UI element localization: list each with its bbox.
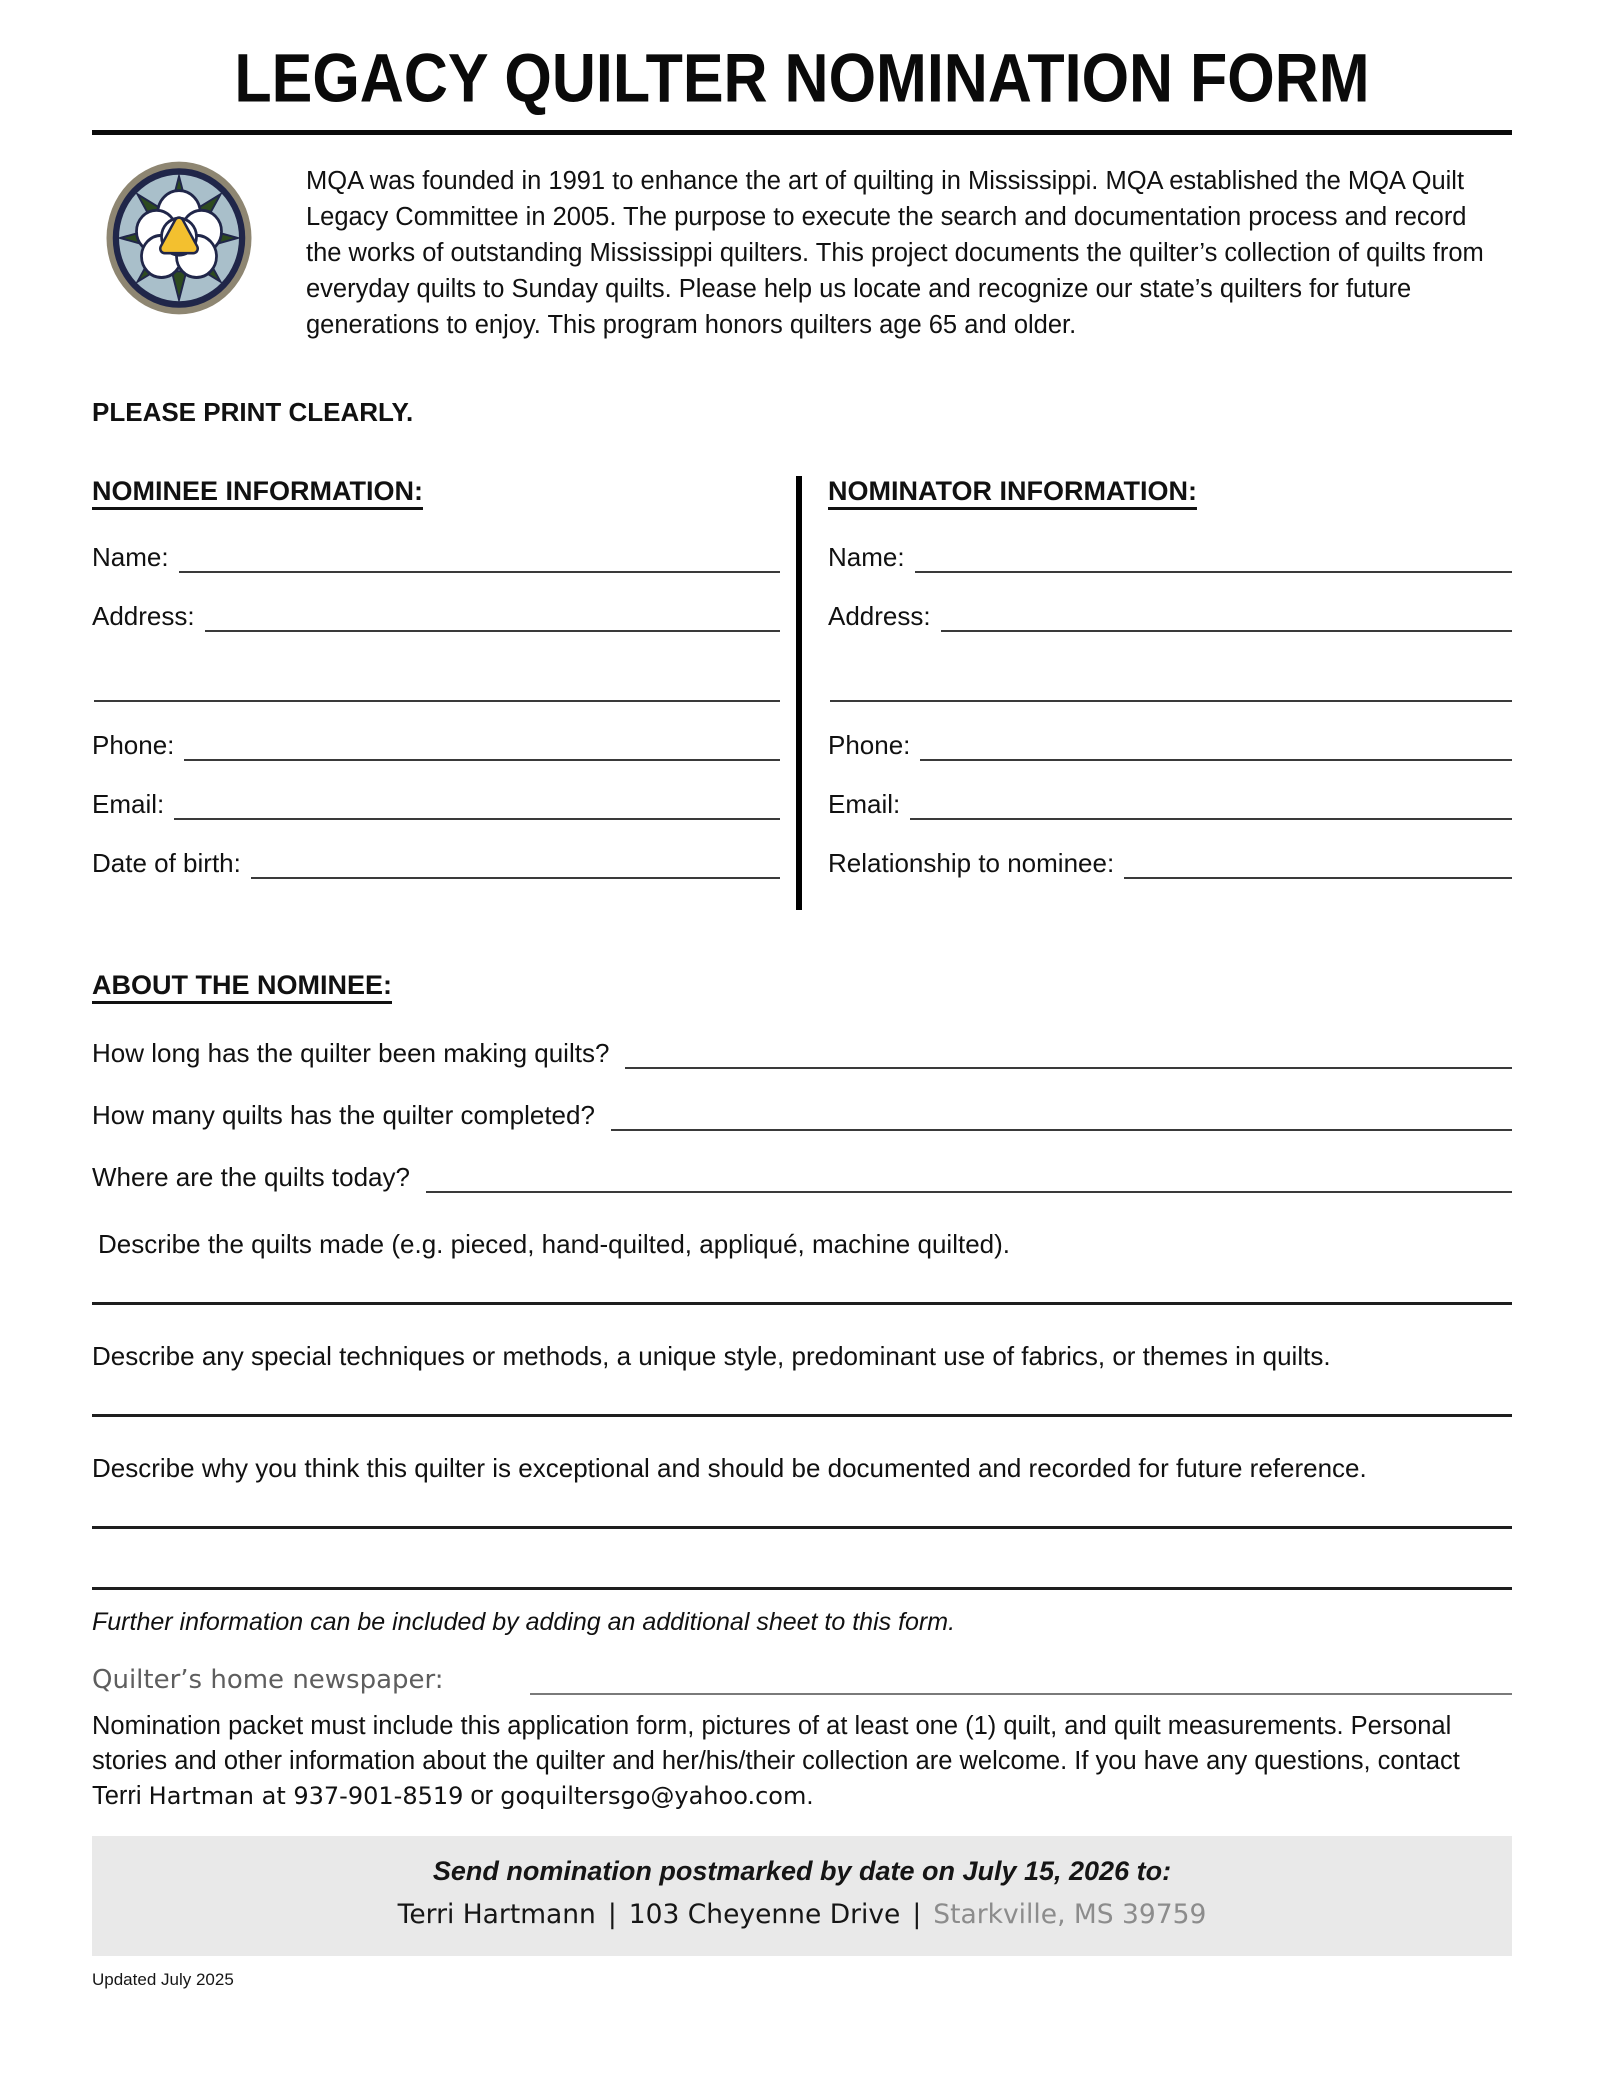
print-clearly-note: PLEASE PRINT CLEARLY. bbox=[92, 397, 414, 428]
separator-pipe: | bbox=[607, 1899, 617, 1931]
prompt-describe-quilts-field[interactable] bbox=[92, 1302, 1512, 1305]
field-row bbox=[828, 848, 1512, 879]
nominee-section bbox=[92, 476, 780, 910]
nominator-name-field[interactable] bbox=[915, 545, 1512, 573]
field-row bbox=[92, 542, 780, 573]
prompt-describe-quilts: Describe the quilts made (e.g. pieced, hand-quilted, appliqué, machine quilted). bbox=[98, 1229, 1010, 1260]
intro-section bbox=[92, 159, 1512, 343]
additional-sheet-note: Further information can be included by adding an additional sheet to this form. bbox=[92, 1608, 956, 1637]
nominator-address-field[interactable] bbox=[941, 604, 1512, 632]
question-how-many-label: How many quilts has the quilter completed? bbox=[92, 1100, 595, 1131]
question-how-long-field[interactable] bbox=[625, 1037, 1512, 1069]
title-divider bbox=[92, 130, 1512, 135]
nominator-section bbox=[802, 476, 1512, 910]
send-address-line bbox=[122, 1899, 1482, 1930]
field-row bbox=[828, 730, 1512, 761]
field-row bbox=[828, 789, 1512, 820]
nominee-heading: NOMINEE INFORMATION: bbox=[92, 476, 423, 507]
separator-pipe: | bbox=[912, 1899, 922, 1931]
prompt-special-techniques-field[interactable] bbox=[92, 1414, 1512, 1417]
about-heading: ABOUT THE NOMINEE: bbox=[92, 970, 392, 1001]
field-row bbox=[92, 674, 780, 702]
nominee-phone-label: Phone: bbox=[92, 730, 175, 761]
question-row bbox=[92, 1161, 1512, 1193]
question-row bbox=[92, 1037, 1512, 1069]
nominator-email-label: Email: bbox=[828, 789, 901, 820]
newspaper-row bbox=[92, 1661, 1512, 1695]
nominee-address-label: Address: bbox=[92, 601, 195, 632]
info-columns bbox=[92, 476, 1512, 910]
prompt-why-exceptional-field-2[interactable] bbox=[92, 1587, 1512, 1590]
intro-text: MQA was founded in 1991 to enhance the art of quilting in Mississippi. MQA established the MQA Quilt Legacy Committee in 2005. The purpose to execute the search and documentation process and record the works of outstanding Mississippi quilters. This project documents the quilter’s collection of quilts from everyday quilts to Sunday quilts. Please help us locate and recognize our state’s quilters for future generations to enjoy. This program honors quilters age 65 and older. bbox=[306, 167, 1484, 340]
field-row bbox=[92, 789, 780, 820]
prompt-special-techniques: Describe any special techniques or methods, a unique style, predominant use of fabrics, or themes in quilts. bbox=[92, 1341, 1331, 1372]
nominator-address-label: Address: bbox=[828, 601, 931, 632]
mqa-quilt-logo bbox=[104, 159, 254, 317]
nominator-address2-field[interactable] bbox=[830, 674, 1512, 702]
question-where-today-label: Where are the quilts today? bbox=[92, 1162, 410, 1193]
nominator-relationship-field[interactable] bbox=[1124, 851, 1512, 879]
field-row bbox=[828, 674, 1512, 702]
newspaper-field[interactable] bbox=[530, 1661, 1512, 1695]
nominator-name-label: Name: bbox=[828, 542, 905, 573]
nominee-address-field[interactable] bbox=[205, 604, 780, 632]
field-row bbox=[828, 542, 1512, 573]
packet-text-end: . bbox=[806, 1782, 814, 1811]
page-title: LEGACY QUILTER NOMINATION FORM bbox=[234, 40, 1370, 117]
recipient-name: Terri Hartmann bbox=[397, 1899, 596, 1931]
field-row bbox=[92, 848, 780, 879]
nominee-email-field[interactable] bbox=[174, 792, 780, 820]
nominee-dob-label: Date of birth: bbox=[92, 848, 241, 879]
nominator-phone-label: Phone: bbox=[828, 730, 911, 761]
nominator-phone-field[interactable] bbox=[920, 733, 1512, 761]
send-deadline-line: Send nomination postmarked by date on July 15, 2026 to: bbox=[432, 1856, 1172, 1887]
packet-text: Nomination packet must include this application form, pictures of at least one (1) quilt, and quilt measurements. Personal stories and other information about the quilter and her/his/their collection are welcome. If you have any questions, contact Terri bbox=[92, 1712, 1460, 1811]
nominee-dob-field[interactable] bbox=[251, 851, 780, 879]
field-row bbox=[92, 730, 780, 761]
send-nomination-box bbox=[92, 1836, 1512, 1956]
packet-instructions bbox=[92, 1709, 1512, 1814]
contact-name-phone: Hartman at 937-901-8519 bbox=[148, 1782, 464, 1811]
recipient-city: Starkville, MS 39759 bbox=[933, 1899, 1207, 1931]
packet-text-or: or bbox=[463, 1782, 501, 1811]
prompt-why-exceptional-field[interactable] bbox=[92, 1526, 1512, 1529]
question-how-many-field[interactable] bbox=[611, 1099, 1512, 1131]
question-row bbox=[92, 1099, 1512, 1131]
nominee-name-label: Name: bbox=[92, 542, 169, 573]
field-row bbox=[92, 601, 780, 632]
nominee-name-field[interactable] bbox=[179, 545, 780, 573]
nominee-address2-field[interactable] bbox=[94, 674, 780, 702]
field-row bbox=[828, 601, 1512, 632]
nominee-email-label: Email: bbox=[92, 789, 165, 820]
question-how-long-label: How long has the quilter been making quilts? bbox=[92, 1038, 610, 1069]
recipient-street: 103 Cheyenne Drive bbox=[628, 1899, 901, 1931]
contact-email: goquiltersgo@yahoo.com bbox=[500, 1782, 807, 1811]
nominator-email-field[interactable] bbox=[910, 792, 1512, 820]
prompt-why-exceptional: Describe why you think this quilter is exceptional and should be documented and recorded for future reference. bbox=[92, 1453, 1367, 1484]
nominator-heading: NOMINATOR INFORMATION: bbox=[828, 476, 1197, 507]
about-nominee-section bbox=[92, 970, 1512, 1637]
updated-date: Updated July 2025 bbox=[92, 1970, 234, 1990]
nominator-relationship-label: Relationship to nominee: bbox=[828, 848, 1115, 879]
nominee-phone-field[interactable] bbox=[184, 733, 780, 761]
newspaper-label: Quilter’s home newspaper: bbox=[92, 1665, 444, 1696]
question-where-today-field[interactable] bbox=[426, 1161, 1512, 1193]
